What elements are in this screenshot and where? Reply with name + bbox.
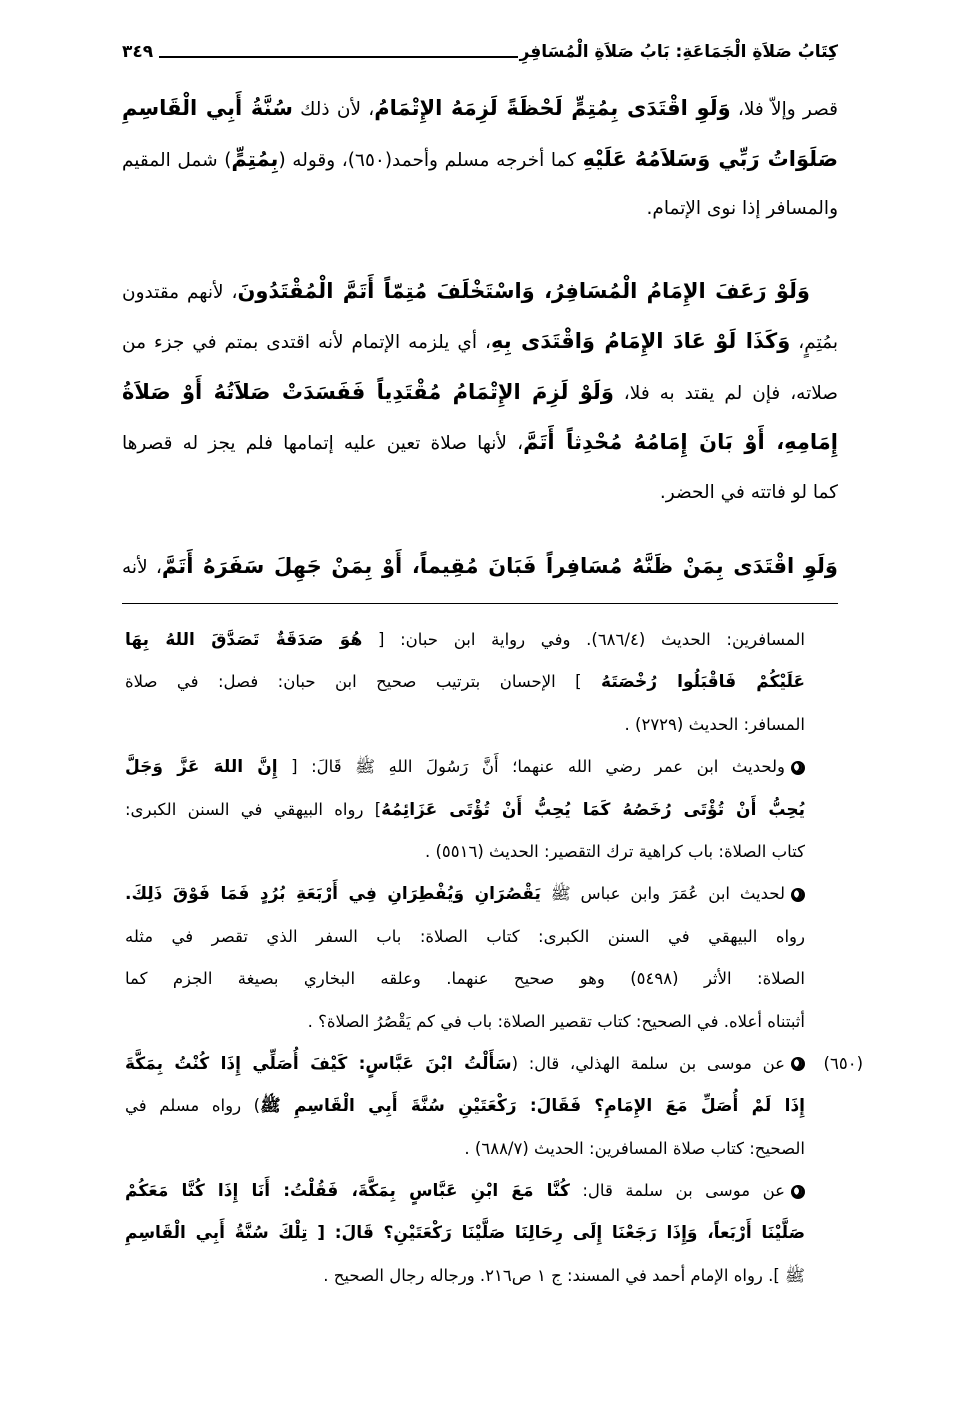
paragraph [122, 266, 838, 519]
text-segment: عَلَيْكُمْ فَاقْبَلُوا رُخْصَتَهُ [601, 672, 805, 693]
text-segment: وَلَوِ اقْتَدَى بِمَنْ ظَنَّهُ مُسَافِراً فَبَانَ مُقِيماً، أَوْ بِمَنْ جَهِلَ سَفَرَهُ أَتَمَّ [161, 554, 838, 578]
footnote-separator [122, 603, 838, 604]
paragraph [122, 541, 838, 592]
page-number: ٣٤٩ [122, 42, 154, 62]
text-line [122, 184, 838, 235]
text-segment: رواه البيهقي في السنن الكبرى: كتاب الصلاة: باب السفر الذي تقصر في مثله [125, 926, 805, 946]
text-segment: يَقْصُرَانِ وَيُفْطِرَانِ فِي أَرْبَعَةِ بُرُدٍ فَمَا فَوْقَ ذَلِكَ. [125, 884, 541, 905]
text-segment: ﷺ ]. رواه الإمام أحمد في المسند: ج ١ ص٢١٦. ورجاله رجال الصحيح . [323, 1265, 805, 1285]
bullet-circle-icon [791, 1185, 805, 1199]
text-segment: ) شمل المقيم [122, 149, 232, 171]
text-segment: المسافرين: الحديث (٦٨٦/٤). وفي رواية ابن حبان: [ [362, 630, 805, 649]
main-text [122, 83, 838, 623]
text-segment: قصر وإلاّ فلا، [730, 99, 838, 120]
footnote-line [125, 789, 805, 831]
text-segment: ، لأنها صلاة تعين عليه إتمامها فلم يجز له قصرها [122, 433, 524, 454]
text-segment: ) رواه مسلم في [125, 1096, 261, 1116]
paragraph [122, 83, 838, 235]
footnote-line [125, 1128, 805, 1170]
text-segment: ، لأنهم مقتدون [122, 281, 238, 303]
footnote-line [125, 1085, 805, 1127]
text-segment: ولحديث ابن عمر رضي الله عنهما؛ أَنَّ رَسُولَ اللهِ ﷺ قَالَ: [ [277, 757, 786, 777]
text-segment: كما أخرجه مسلم وأحمد(٦٥٠)، وقوله ( [278, 149, 583, 171]
footnote-line [125, 1043, 863, 1085]
footnote-line [125, 1170, 805, 1212]
text-segment: وَلَوْ لَزِمَ الإِتْمَامُ مُقْتَدِياً فَفَسَدَتْ صَلاَتُهُ أَوْ صَلاَةُ [122, 379, 614, 404]
chapter-title: كِتَابُ صَلاَةِ الْجَمَاعَةِ: بَابُ صَلاَةِ الْمُسَافِرِ [519, 42, 838, 62]
footnote-line [125, 831, 805, 873]
text-segment: الصحيح: كتاب صلاة المسافرين: الحديث (٦٨٨/٧) . [464, 1138, 805, 1158]
header-rule [159, 56, 517, 58]
text-line [122, 417, 838, 468]
text-line [122, 134, 838, 185]
footnote-number: (٦٥٠) [823, 1053, 863, 1073]
footnote-line [125, 704, 805, 746]
text-segment: والمسافر إذا نوى الإتمام. [646, 198, 838, 219]
text-line [122, 83, 838, 134]
bullet-circle-icon [791, 1057, 805, 1071]
footnote-line [125, 873, 805, 915]
footnote-line [125, 619, 805, 661]
footnote-line [125, 1255, 805, 1297]
bullet-circle-icon [791, 888, 805, 902]
footnote-line [125, 958, 805, 1000]
text-segment: إِنَّ اللهَ عَزَّ وَجَلَّ [125, 757, 278, 778]
text-segment: ، لأنه [122, 557, 162, 578]
text-segment: ] رواه البيهقي في السنن الكبرى: [125, 799, 382, 819]
text-segment: ] الإحسان بترتيب صحيح ابن حبان: فصل: في صلاة [125, 672, 602, 692]
footnote-line [125, 1212, 805, 1254]
text-segment: عن موسى بن سلمة الهذلي، قال: ( [511, 1053, 785, 1073]
text-segment: كما لو فاتته في الحضر. [659, 481, 838, 503]
text-segment: صَلَّيْنَا أَرْبَعاً، وَإِذَا رَجَعْنَا إِلَى رِحَالِنَا صَلَّيْنَا رَكْعَتَيْنِ؟ قَالَ: [ تِلْكَ سُنَّةُ أَبِي الْقَاسِمِ [125, 1223, 805, 1244]
text-segment: لحديث ابن عُمَرَ وابن عباس ﷺ [540, 884, 785, 904]
text-segment: وَكَذَا لَوْ عَادَ الإِمَامُ وَاقْتَدَى بِهِ [490, 329, 791, 353]
text-segment: بمُتِمٍ، [790, 332, 838, 353]
text-segment: وَلَوْ رَعَفَ الإِمَامُ الْمُسَافِرُ، وَاسْتَخْلَفَ مُتِمّاً أَتَمَّ الْمُقْتَدُونَ [237, 278, 810, 303]
footnotes [125, 619, 863, 1297]
text-segment: كتاب الصلاة: باب كراهية ترك التقصير: الحديث (٥٥١٦) . [424, 841, 805, 861]
text-segment: إِمَامِهِ، أَوْ بَانَ إِمَامُهُ مُحْدِثاً أَتَمَّ [523, 430, 838, 454]
text-segment: صلاته، فإن لم يقتد به فلا، [613, 382, 838, 404]
footnote-line [125, 661, 805, 703]
text-line [122, 367, 838, 418]
text-line [122, 316, 838, 367]
text-segment: كُنَّا مَعَ ابْنِ عَبَّاسٍ بِمَكَّةَ، فَقُلْتُ: أَنَا إِذَا كُنَّا مَعَكُمْ [125, 1181, 570, 1202]
text-segment: بِمُتِمٍّ [231, 146, 279, 171]
text-segment: هُوَ صَدَقَةٌ تَصَدَّقَ اللهُ بِهَا [125, 630, 363, 650]
text-segment: سَأَلْتُ ابْنَ عَبَّاسٍ: كَيْفَ أُصَلِّي إِذَا كُنْتُ بِمَكَّةَ [125, 1053, 512, 1074]
text-segment: ، أي يلزمه الإتمام لأنه اقتدى بمتم في جزء من [122, 332, 491, 353]
running-header [122, 28, 838, 64]
text-segment: ، لأن ذلك [292, 99, 375, 120]
text-line [122, 541, 838, 592]
text-segment: سُنَّةُ أَبِي الْقَاسِمِ [122, 96, 293, 120]
text-segment: إِذَا لَمْ أُصَلِّ مَعَ الإِمَامِ؟ فَقَالَ: رَكْعَتَيْنِ سُنَّةَ أَبِي الْقَاسِمِ ﷺ [260, 1096, 805, 1117]
text-segment: أثبتناه أعلاه. في الصحيح: كتاب تقصير الصلاة: باب في كم يَقْصُرُ الصلاة؟ . [307, 1011, 805, 1031]
text-segment: يُحِبُّ أَنْ تُؤْتَى رُخَصُهُ كَمَا يُحِبُّ أَنْ تُؤْتَى عَزَائِمُهُ [381, 799, 805, 820]
text-segment: عن موسى بن سلمة قال: [569, 1181, 786, 1201]
footnote-line [125, 1001, 805, 1043]
bullet-circle-icon [791, 761, 805, 775]
text-segment: المسافر: الحديث (٢٧٢٩) . [624, 714, 805, 734]
text-segment: الصلاة: الأثر (٥٤٩٨) وهو صحيح عنهما. وعلقه البخاري بصيغة الجزم كما [125, 969, 805, 989]
footnote-line [125, 746, 805, 788]
text-segment: وَلَوِ اقْتَدَى بِمُتِمٍّ لَحْظَةً لَزِمَهُ الإِتْمَامُ [374, 96, 731, 120]
text-line [122, 266, 838, 317]
footnote-line [125, 916, 805, 958]
text-line [122, 468, 838, 519]
text-segment: صَلَوَاتُ رَبِّي وَسَلاَمُهُ عَلَيْهِ [582, 146, 838, 171]
